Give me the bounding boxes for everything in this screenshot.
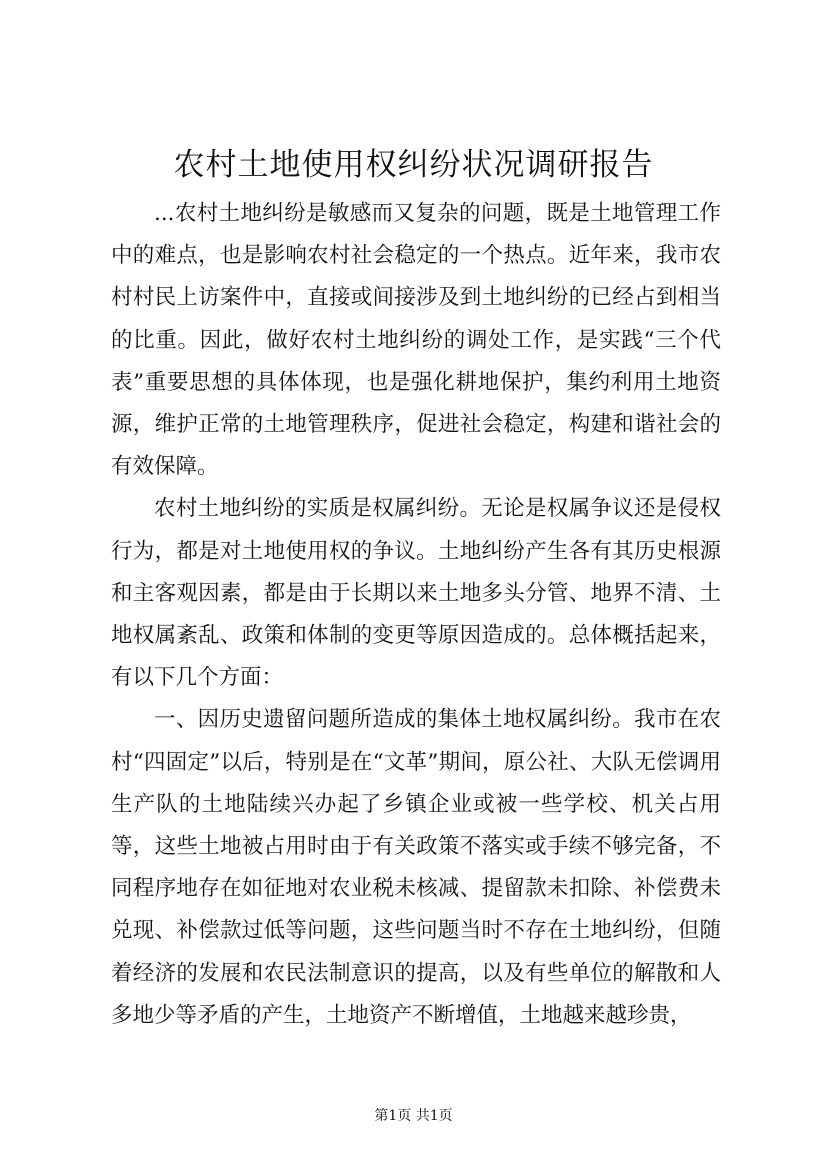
paragraph-nature: 农村土地纠纷的实质是权属纠纷。无论是权属争议还是侵权行为，都是对土地使用权的争议。土地纠纷产生各有其历史根源和主客观因素，都是由于长期以来土地多头分管、地界不清、土地权属紊乱、政策和体制的变更等原因造成的。总体概括起来，有以下几个方面： bbox=[111, 496, 721, 691]
paragraph-point-one: 一、因历史遗留问题所造成的集体土地权属纠纷。我市在农村“四固定”以后，特别是在“文革”期间，原公社、大队无偿调用生产队的土地陆续兴办起了乡镇企业或被一些学校、机关占用等，这些土地被占用时由于有关政策不落实或手续不够完备，不同程序地存在如征地对农业税未核减、提留款未扣除、补偿费未兑现、补偿款过低等问题，这些问题当时不存在土地纠纷，但随着经济的发展和农民法制意识的提高，以及有些单位的解散和人多地少等矛盾的产生，土地资产不断增值，土地越来越珍贵， bbox=[111, 707, 721, 1028]
paragraph-intro: ...农村土地纠纷是敏感而又复杂的问题，既是土地管理工作中的难点，也是影响农村社会稳定的一个热点。近年来，我市农村村民上访案件中，直接或间接涉及到土地纠纷的已经占到相当的比重。因此，做好农村土地纠纷的调处工作，是实践“三个代表”重要思想的具体体现，也是强化耕地保护，集约利用土地资源，维护正常的土地管理秩序，促进社会稳定，构建和谐社会的有效保障。 bbox=[111, 201, 721, 480]
document-body bbox=[111, 193, 721, 1037]
document-title: 农村土地使用权纠纷状况调研报告 bbox=[173, 147, 654, 183]
page-footer: 第1页 共1页 bbox=[374, 1108, 453, 1124]
